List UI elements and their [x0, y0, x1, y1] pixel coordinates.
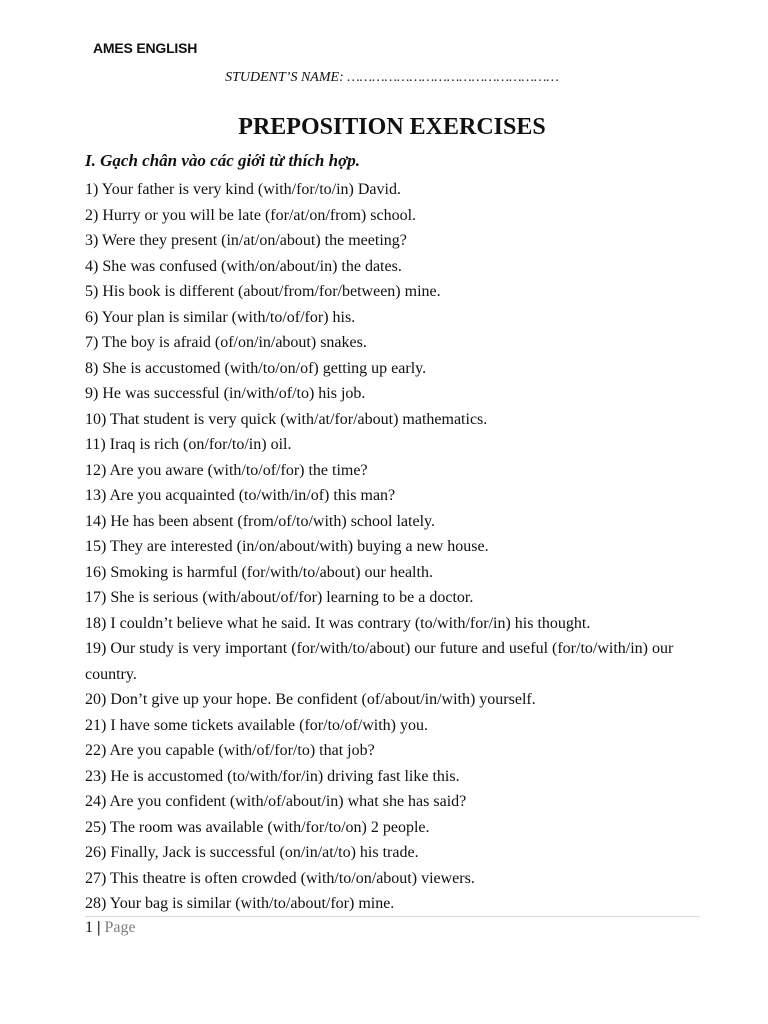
- exercise-item: 16) Smoking is harmful (for/with/to/about) our health.: [85, 563, 433, 581]
- exercise-item: 5) His book is different (about/from/for/between) mine.: [85, 283, 441, 300]
- footer-separator: |: [97, 919, 101, 936]
- exercise-list: [85, 177, 695, 917]
- exercise-item: 27) This theatre is often crowded (with/to/on/about) viewers.: [85, 869, 475, 887]
- exercise-item: 3) Were they present (in/at/on/about) the meeting?: [85, 232, 407, 249]
- page-footer: [85, 919, 136, 937]
- exercise-item: 22) Are you capable (with/of/for/to) that job?: [85, 742, 375, 759]
- exercise-item: 17) She is serious (with/about/of/for) learning to be a doctor.: [85, 589, 474, 606]
- exercise-item: 19) Our study is very important (for/with/to/about) our future and useful (for/to/with/in) our country.: [85, 640, 674, 683]
- exercise-item: 7) The boy is afraid (of/on/in/about) snakes.: [85, 334, 367, 351]
- exercise-item: 9) He was successful (in/with/of/to) his job.: [85, 385, 366, 402]
- exercise-item: 18) I couldn’t believe what he said. It was contrary (to/with/for/in) his thought.: [85, 614, 591, 632]
- exercise-item: 8) She is accustomed (with/to/on/of) getting up early.: [85, 359, 427, 377]
- exercise-item: 23) He is accustomed (to/with/for/in) driving fast like this.: [85, 767, 460, 785]
- exercise-item: 6) Your plan is similar (with/to/of/for) his.: [85, 308, 356, 326]
- section-heading: I. Gạch chân vào các giới từ thích hợp.: [85, 151, 360, 170]
- exercise-item: 14) He has been absent (from/of/to/with) school lately.: [85, 512, 435, 530]
- exercise-item: 15) They are interested (in/on/about/with) buying a new house.: [85, 538, 489, 555]
- exercise-item: 4) She was confused (with/on/about/in) the dates.: [85, 257, 402, 275]
- exercise-item: 11) Iraq is rich (on/for/to/in) oil.: [85, 436, 292, 453]
- brand-logo-text: AMES ENGLISH: [93, 40, 198, 56]
- exercise-item: 2) Hurry or you will be late (for/at/on/from) school.: [85, 206, 417, 224]
- exercise-item: 13) Are you acquainted (to/with/in/of) this man?: [85, 487, 396, 504]
- exercise-item: 20) Don’t give up your hope. Be confident (of/about/in/with) yourself.: [85, 691, 536, 708]
- exercise-item: 12) Are you aware (with/to/of/for) the time?: [85, 461, 368, 479]
- page-title: PREPOSITION EXERCISES: [238, 114, 546, 140]
- exercise-item: 1) Your father is very kind (with/for/to/in) David.: [85, 181, 401, 198]
- page-number: 1: [85, 919, 93, 936]
- exercise-item: 24) Are you confident (with/of/about/in) what she has said?: [85, 793, 467, 810]
- exercise-item: 10) That student is very quick (with/at/for/about) mathematics.: [85, 410, 488, 428]
- exercise-item: 26) Finally, Jack is successful (on/in/at/to) his trade.: [85, 844, 419, 861]
- page-label: Page: [104, 919, 136, 936]
- exercise-item: 28) Your bag is similar (with/to/about/for) mine.: [85, 895, 395, 912]
- exercise-item: 25) The room was available (with/for/to/on) 2 people.: [85, 818, 430, 836]
- footer-divider: [85, 916, 700, 917]
- exercise-item: 21) I have some tickets available (for/to/of/with) you.: [85, 716, 429, 734]
- student-name-line: STUDENT’S NAME: ……………………………………………: [225, 70, 559, 85]
